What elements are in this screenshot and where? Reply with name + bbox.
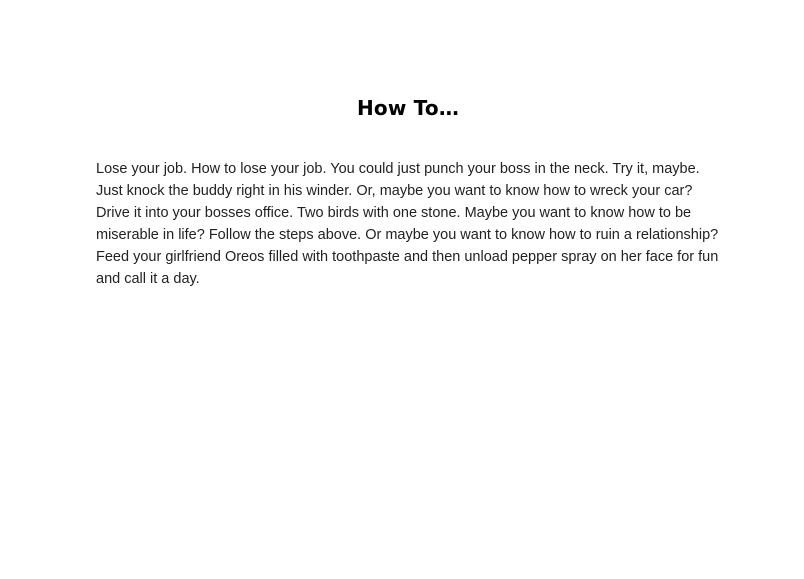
body-paragraph: Lose your job. How to lose your job. You could just punch your boss in the neck. Try it, maybe. Just knock the buddy right in his winder. Or, maybe you want to know how to wreck your car? Drive it into your bosses office. Two birds with one stone. Maybe you want to know how to be miserable in life? Follow the steps above. Or maybe you want to know how to ruin a relationship? Feed your girlfriend Oreos filled with toothpaste and then unload pepper spray on her face for fun and call it a day. (96, 161, 719, 287)
page-title: How To… (356, 96, 460, 120)
